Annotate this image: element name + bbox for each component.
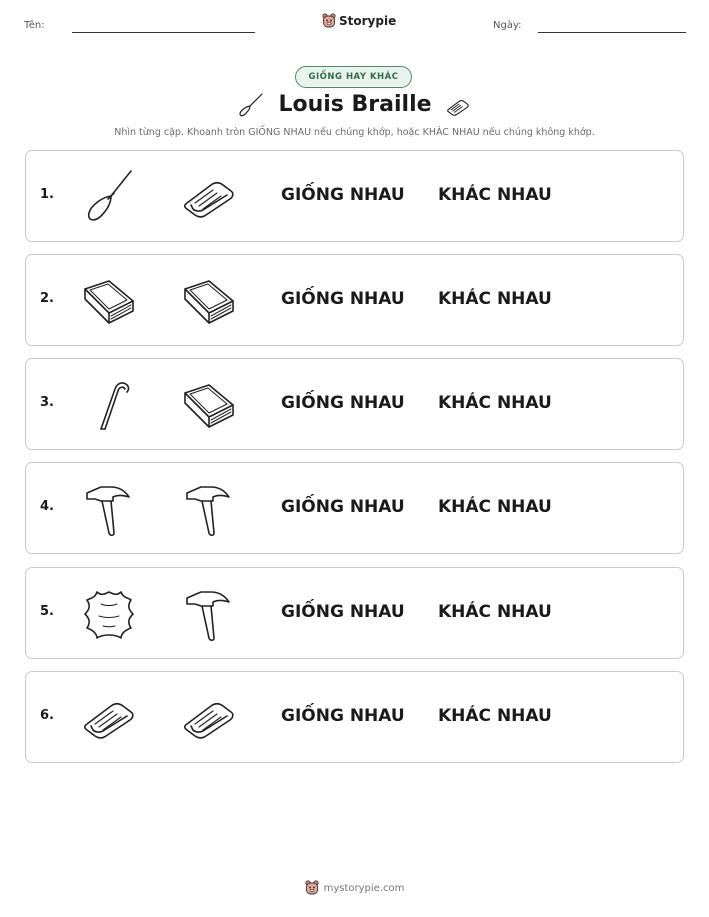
cane-icon	[81, 377, 137, 433]
date-field-line[interactable]	[538, 32, 686, 33]
question-number: 1.	[40, 187, 54, 202]
braille-slate-icon	[81, 690, 137, 746]
question-row-5	[25, 567, 684, 659]
bear-mascot-icon	[305, 880, 319, 896]
same-option[interactable]: GIỐNG NHAU	[281, 706, 405, 726]
different-option[interactable]: KHÁC NHAU	[438, 497, 552, 517]
question-number: 3.	[40, 395, 54, 410]
slate-title-icon	[443, 93, 473, 117]
worksheet-title: Louis Braille	[278, 92, 432, 117]
question-row-4	[25, 462, 684, 554]
different-option[interactable]: KHÁC NHAU	[438, 602, 552, 622]
question-number: 4.	[40, 499, 54, 514]
same-option[interactable]: GIỐNG NHAU	[281, 393, 405, 413]
leather-hide-icon	[81, 586, 137, 642]
storypie-logo	[322, 13, 396, 29]
different-option[interactable]: KHÁC NHAU	[438, 706, 552, 726]
question-row-2	[25, 254, 684, 346]
hammer-icon	[181, 586, 237, 642]
same-option[interactable]: GIỐNG NHAU	[281, 602, 405, 622]
awl-title-icon	[236, 92, 266, 118]
worksheet-type-badge: GIỐNG HAY KHÁC	[295, 66, 412, 88]
braille-slate-icon	[181, 169, 237, 225]
book-icon	[181, 273, 237, 329]
same-option[interactable]: GIỐNG NHAU	[281, 289, 405, 309]
name-label: Tên:	[24, 20, 45, 31]
date-label: Ngày:	[493, 20, 522, 31]
book-icon	[81, 273, 137, 329]
book-icon	[181, 377, 237, 433]
different-option[interactable]: KHÁC NHAU	[438, 289, 552, 309]
question-number: 6.	[40, 708, 54, 723]
question-row-1	[25, 150, 684, 242]
awl-icon	[81, 169, 137, 225]
hammer-icon	[81, 481, 137, 537]
different-option[interactable]: KHÁC NHAU	[438, 393, 552, 413]
brand-name: Storypie	[339, 14, 397, 28]
same-option[interactable]: GIỐNG NHAU	[281, 185, 405, 205]
question-number: 5.	[40, 604, 54, 619]
same-option[interactable]: GIỐNG NHAU	[281, 497, 405, 517]
hammer-icon	[181, 481, 237, 537]
bear-mascot-icon	[322, 13, 336, 29]
name-field-line[interactable]	[72, 32, 255, 33]
braille-slate-icon	[181, 690, 237, 746]
footer	[0, 880, 709, 896]
question-row-6	[25, 671, 684, 763]
question-row-3	[25, 358, 684, 450]
different-option[interactable]: KHÁC NHAU	[438, 185, 552, 205]
footer-site[interactable]: mystorypie.com	[323, 882, 405, 894]
instructions: Nhìn từng cặp. Khoanh tròn GIỐNG NHAU nếu chúng khớp, hoặc KHÁC NHAU nếu chúng không khớp.	[114, 127, 595, 138]
question-number: 2.	[40, 291, 54, 306]
